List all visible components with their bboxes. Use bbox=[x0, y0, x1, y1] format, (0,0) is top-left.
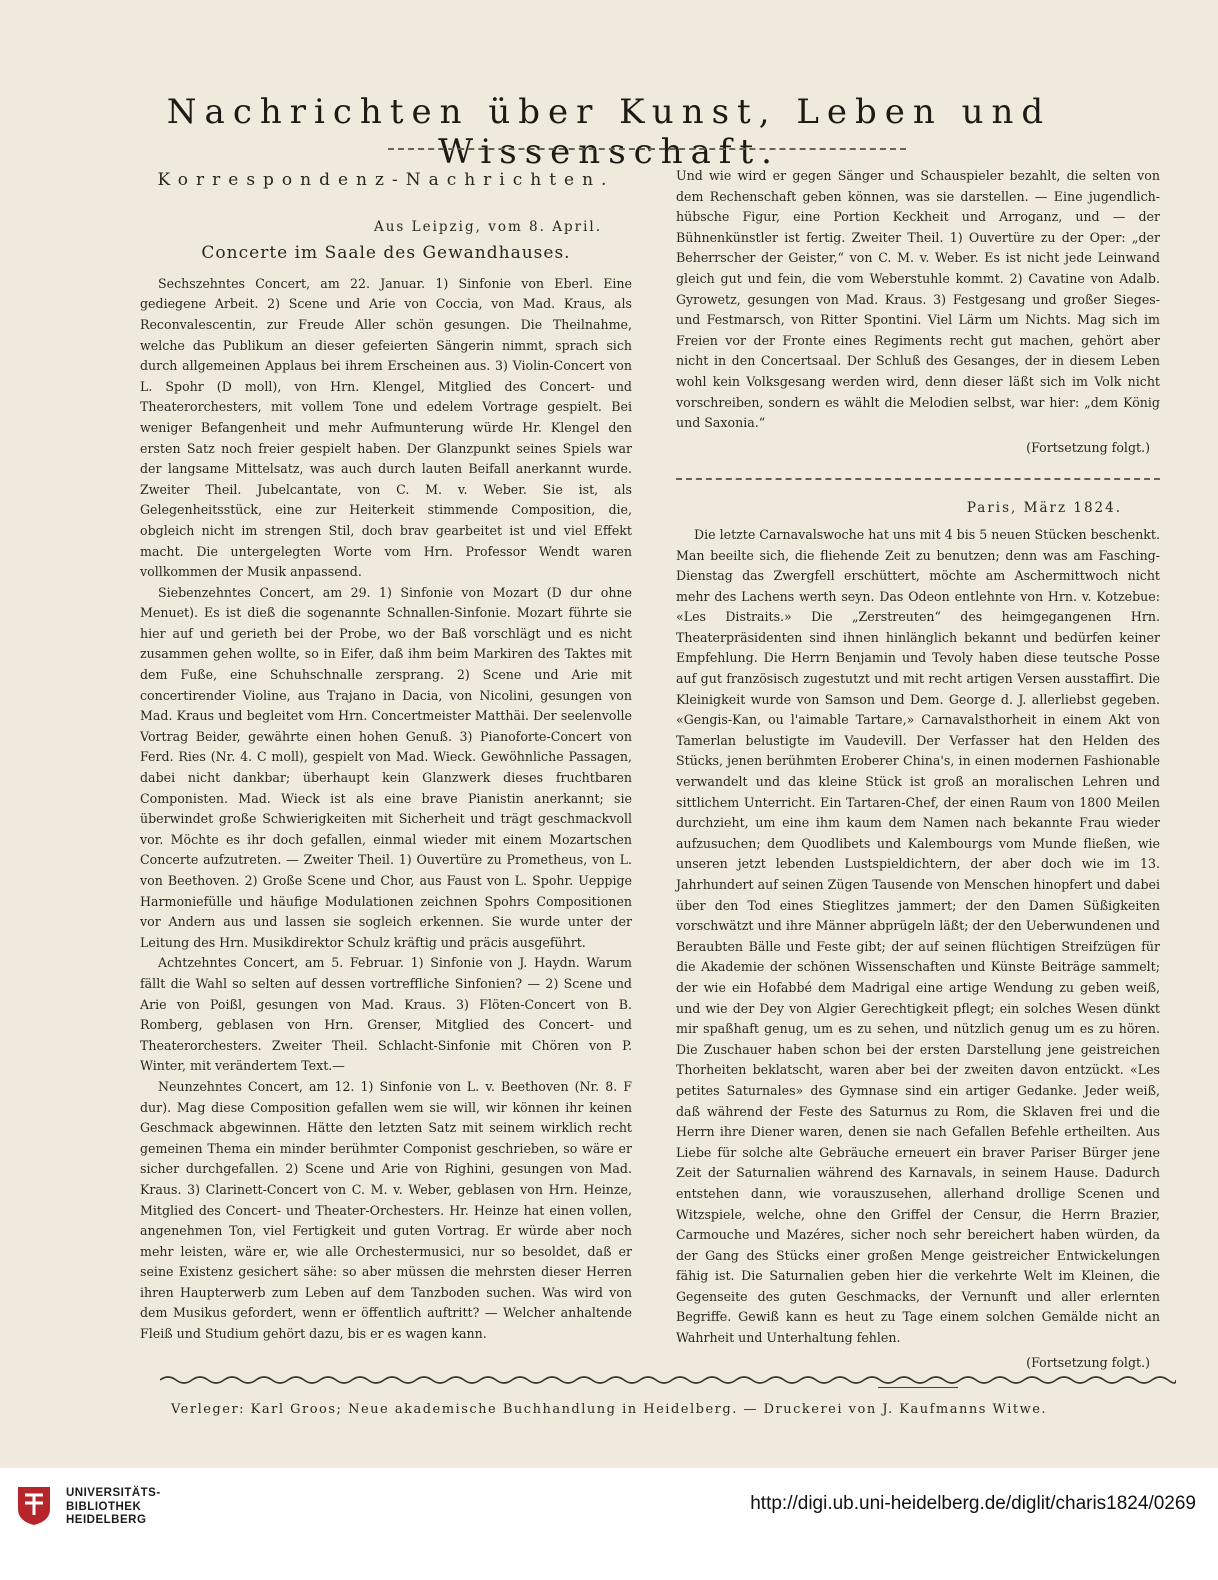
left-column bbox=[140, 166, 632, 1345]
right-column bbox=[676, 166, 1160, 1388]
masthead-title: Nachrichten über Kunst, Leben und Wissenschaft. bbox=[166, 92, 1052, 172]
section-title: Korrespondenz-Nachrichten. bbox=[157, 170, 615, 190]
section-divider bbox=[676, 478, 1160, 480]
end-rule bbox=[878, 1387, 958, 1388]
university-seal-icon bbox=[14, 1483, 54, 1527]
imprint-line: Verleger: Karl Groos; Neue akademische Buchhandlung in Heidelberg. — Druckerei von J. Kaufmanns Witwe. bbox=[170, 1402, 1048, 1417]
concert-subtitle: Concerte im Saale des Gewandhauses. bbox=[201, 243, 571, 264]
article-paragraph: Siebenzehntes Concert, am 29. 1) Sinfonie von Mozart (D dur ohne Menuet). Es ist dieß die sogenannte Schnallen-Sinfonie. Mozart führte sie hier auf und gerieth bei der Probe, wo der Baß vorschlägt und es nicht zusammen gehen wollte, so in Eifer, daß ihm beim Markiren des Taktes mit dem Fuße, eine Schuhschnalle zersprang. 2) Scene und Arie mit concertirender Violine, aus Trajano in Dacia, von Nicolini, gesungen von Mad. Kraus und begleitet vom Hrn. Concertmeister Matthäi. Der seelenvolle Vortrag Beider, gewährte einen hohen Genuß. 3) Pianoforte-Concert von Ferd. Ries (Nr. 4. C moll), gespielt von Mad. Wieck. Gewöhnliche Passagen, dabei nicht dankbar; überhaupt kein Glanzwerk dieses fruchtbaren Componisten. Mad. Wieck ist als eine brave Pianistin anerkannt; sie überwindet große Schwierigkeiten mit Sicherheit und trägt geschmackvoll vor. Möchte es ihr doch gefallen, einmal wieder mit einem Mozartschen Concerte aufzutreten. — Zweiter Theil. 1) Ouvertüre zu Prometheus, von L. von Beethoven. 2) Große Scene und Chor, aus Faust von L. Spohr. Ueppige Harmoniefülle und häufige Modulationen zeichnen Spohrs Compositionen vor Andern aus und lassen sie sogleich erkennen. Sie wurde unter der Leitung des Hrn. Musikdirektor Schulz kräftig und präcis ausgeführt. bbox=[140, 584, 632, 950]
article-paragraph: Achtzehntes Concert, am 5. Februar. 1) Sinfonie von J. Haydn. Warum fällt die Wahl so selten auf dessen vortreffliche Sinfonien? — 2) Scene und Arie von Poißl, gesungen von Mad. Kraus. 3) Flöten-Concert von B. Romberg, geblasen von Hrn. Grenser, Mitglied des Concert- und Theaterorchesters. Zweiter Theil. Schlacht-Sinfonie mit Chören von P. Winter, mit verändertem Text.— bbox=[140, 955, 632, 1074]
article-paragraph: Und wie wird er gegen Sänger und Schauspieler bezahlt, die selten von dem Rechenschaft geben können, was sie darstellen. — Eine jugendlich-hübsche Figur, eine Portion Keckheit und Arroganz, und — der Bühnenkünstler ist fertig. Zweiter Theil. 1) Ouvertüre zu der Oper: „der Beherrscher der Geister,“ von C. M. v. Weber. Es ist nicht jede Leinwand gleich gut und fein, die vom Weberstuhle kommt. 2) Cavatine von Adalb. Gyrowetz, gesungen von Mad. Kraus. 3) Festgesang und großer Sieges- und Festmarsch, von Ritter Spontini. Viel Lärm um Nichts. Mag sich im Freien vor der Fronte eines Regiments recht gut machen, gehört aber nicht in den Concertsaal. Der Schluß des Gesanges, der in diesem Leben wohl kein Volksgesang werden wird, denn dieser läßt sich im Volk nicht vorschreiben, sondern es wählt die Melodien selbst, war hier: „dem König und Saxonia.“ bbox=[676, 168, 1160, 431]
article-paragraph: Die letzte Carnavalswoche hat uns mit 4 bis 5 neuen Stücken beschenkt. Man beeilte sich, die fliehende Zeit zu benutzen; denn was am Fasching-Dienstag das Zwergfell erschüttert, möchte am Aschermittwoch nicht mehr des Lachens werth seyn. Das Odeon entlehnte von Hrn. v. Kotzebue: «Les Distraits.» Die „Zerstreuten“ des heimgegangenen Hrn. Theaterpräsidenten sind ihnen hinlänglich bekannt und bedürfen keiner Empfehlung. Die Herrn Benjamin und Tevoly haben diese teutsche Posse auf gut französisch zugestutzt und mit recht artigen Versen ausstaffirt. Die Kleinigkeit wurde von Samson und Dem. George d. J. allerliebst gegeben. «Gengis-Kan, ou l'aimable Tartare,» Carnavalsthorheit in einem Akt von Tamerlan belustigte im Vaudevill. Der Verfasser hat den Helden des Stücks, jenen berühmten Eroberer China's, in einen modernen Fashionable verwandelt und das kleine Stück ist groß an moralischen Lehren und sittlichem Unterricht. Ein Tartaren-Chef, der einen Raum von 1800 Meilen durchzieht, um eine ihm kaum dem Namen nach bekannte Frau wieder aufzusuchen; dem Quodlibets und Kalembourgs vom Munde fließen, wie unseren jetzt lebenden Lustspieldichtern, der aber doch wie im 13. Jahrhundert auf seinen Zügen Tausende von Menschen hinopfert und dabei über den Tod eines Stieglitzes jammert; der den Damen Süßigkeiten vorschwätzt und ihre Männer abprügeln läßt; der den Ueberwundenen und Beraubten Bälle und Feste gibt; der auf seinen flüchtigen Streifzügen für die Akademie der schönen Wissenschaften und Künste Beiträge sammelt; der wie ein Hofabbé dem Madrigal eine artige Wendung zu geben weiß, und wie der Dey von Algier Gerechtigkeit pflegt; ein solches Wesen dünkt mir spaßhaft genug, um es zu sehen, und nützlich genug um es zu hören. Die Zuschauer haben schon bei der ersten Darstellung jene geistreichen Thorheiten beklatscht, waren aber bei der zweiten davon entzückt. «Les petites Saturnales» des Gymnase sind ein artiger Gedanke. Jeder weiß, daß während der Feste des Saturnus zu Rom, die Sklaven frei und die Herrn ihre Diener waren, denen sie nach Gefallen Befehle ertheilten. Aus Liebe für solche alte Gebräuche erneuert ein braver Pariser Bürger jene Zeit der Saturnalien während des Karnavals, in seinem Hause. Dadurch entstehen dann, wie vorauszusehen, allerhand drollige Scenen und Witzspiele, welche, ohne den Griffel der Censur, die Herrn Brazier, Carmouche und Mazéres, sicher noch sehr bereichert haben würden, da der Gang des Stücks einer großen Menge geistreicher Entwickelungen fähig ist. Die Saturnalien geben hier die verkehrte Welt im Kleinen, die Gegenseite des guten Geschmacks, der Vernunft und aller erlernten Begriffe. Gewiß kann es heut zu Tage einem solchen Gemälde nicht an Wahrheit und Unterhaltung fehlen. bbox=[676, 526, 1160, 1346]
wavy-rule bbox=[160, 1374, 1176, 1386]
leipzig-dateline: Aus Leipzig, vom 8. April. bbox=[373, 218, 602, 235]
source-url[interactable]: http://digi.ub.uni-heidelberg.de/diglit/charis1824/0269 bbox=[750, 1493, 1196, 1514]
continued-note: (Fortsetzung folgt.) bbox=[1026, 1354, 1150, 1370]
library-name-line: HEIDELBERG bbox=[66, 1514, 147, 1526]
footer-bar bbox=[0, 1468, 1218, 1580]
library-name-line: UNIVERSITÄTS- bbox=[66, 1487, 161, 1499]
masthead-rule bbox=[388, 148, 906, 150]
library-name-line: BIBLIOTHEK bbox=[66, 1500, 142, 1513]
article-paragraph: Neunzehntes Concert, am 12. 1) Sinfonie von L. v. Beethoven (Nr. 8. F dur). Mag diese Composition gefallen wem sie will, wir können ihr keinen Geschmack abgewinnen. Hätte den letzten Satz mit seinem wirklich recht gemeinen Thema ein minder berühmter Componist geschrieben, so wäre er sicher durchgefallen. 2) Scene und Arie von Righini, gesungen von Mad. Kraus. 3) Clarinett-Concert von C. M. v. Weber, geblasen von Hrn. Heinze, Mitglied des Concert- und Theater-Orchesters. Hr. Heinze hat einen vollen, angenehmen Ton, viel Fertigkeit und guten Vortrag. Er würde aber noch mehr leisten, wäre er, wie alle Orchestermusici, nur so besoldet, daß er seine Existenz gesichert sähe: so aber müssen die mehrsten dieser Herren ihren Haupterwerb zum Leben auf dem Tanzboden suchen. Was wird von dem Musikus gefordert, wenn er öffentlich auftritt? — Welcher anhaltende Fleiß und Studium gehört dazu, bis er es wagen kann. bbox=[140, 1078, 632, 1342]
library-logo-text bbox=[66, 1487, 161, 1528]
article-paragraph: Sechszehntes Concert, am 22. Januar. 1) Sinfonie von Eberl. Eine gediegene Arbeit. 2) Scene und Arie von Coccia, von Mad. Kraus, als Reconvalescentin, zur Freude Aller schön gesungen. Die Theilnahme, welche das Publikum an dieser gefeierten Sängerin nimmt, sprach sich durch allgemeinen Applaus bei ihrem Erscheinen aus. 3) Violin-Concert von L. Spohr (D moll), von Hrn. Klengel, Mitglied des Concert- und Theaterorchesters, mit vollem Tone und edelem Vortrage gespielt. Bei weniger Befangenheit und mehr Aufmunterung würde Hr. Klengel den ersten Satz noch freier gespielt haben. Der Glanzpunkt seines Spiels war der langsame Mittelsatz, was auch durch lauten Beifall anerkannt wurde. Zweiter Theil. Jubelcantate, von C. M. v. Weber. Sie ist, als Gelegenheitsstück, eine zur Heiterkeit stimmende Composition, die, obgleich nicht im strengen Stil, doch brav gearbeitet ist und viel Effekt macht. Die untergelegten Worte vom Hrn. Professor Wendt waren vollkommen der Musik anpassend. bbox=[140, 275, 632, 580]
continued-note: (Fortsetzung folgt.) bbox=[1026, 439, 1150, 455]
paris-dateline: Paris, März 1824. bbox=[966, 500, 1122, 517]
